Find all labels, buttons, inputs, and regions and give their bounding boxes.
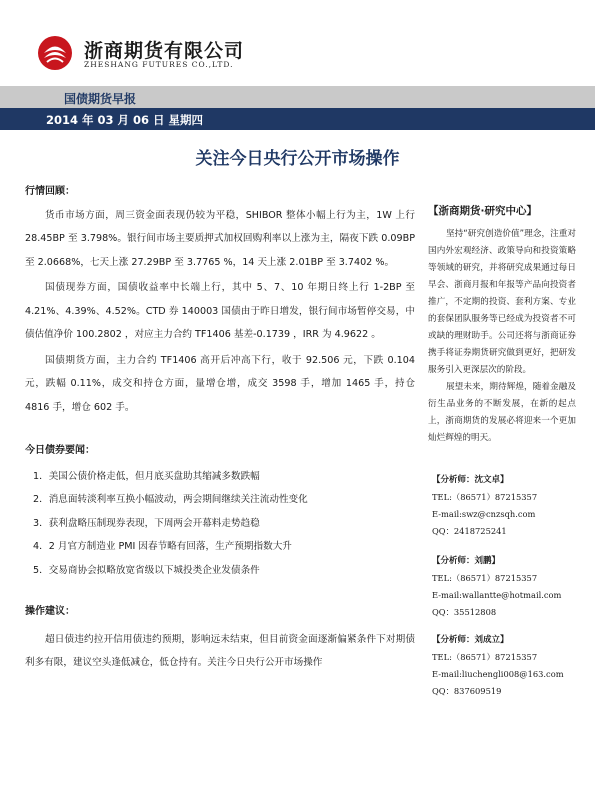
analyst-card bbox=[432, 553, 582, 621]
news-heading: 今日债券要闻： bbox=[25, 445, 95, 456]
news-item: 5．交易商协会拟略放宽省级以下城投类企业发债条件 bbox=[33, 564, 260, 576]
company-logo-icon bbox=[36, 34, 74, 72]
report-type: 国债期货早报 bbox=[64, 92, 137, 106]
analyst-tel: TEL:（86571）87215357 bbox=[432, 652, 538, 662]
research-center-paragraph: 展望未来，期待辉煌，随着金融及衍生品业务的不断发展，在新的起点上，浙商期货的发展必将迎来一个更加灿烂辉煌的明天。 bbox=[428, 382, 576, 443]
news-item: 3．获利盘略压制现券表现，下周两会开幕料走势趋稳 bbox=[33, 517, 260, 529]
analyst-tel: TEL:（86571）87215357 bbox=[432, 573, 538, 583]
report-title: 关注今日央行公开市场操作 bbox=[195, 149, 400, 169]
research-center-box bbox=[428, 203, 576, 447]
advice-heading: 操作建议： bbox=[25, 606, 75, 617]
analyst-name: 【分析师：沈文卓】 bbox=[432, 475, 509, 485]
news-item: 4．2 月官方制造业 PMI 因春节略有回落，生产预期指数大升 bbox=[33, 541, 292, 552]
analyst-email: E-mail:swz@cnzsqh.com bbox=[432, 509, 536, 519]
news-item: 1．美国公债价格走低，但月底买盘助其缩减多数跌幅 bbox=[33, 470, 260, 482]
analyst-name: 【分析师：刘成立】 bbox=[432, 635, 509, 645]
news-item: 2．消息面转淡利率互换小幅波动，两会期间继续关注流动性变化 bbox=[33, 494, 308, 505]
review-paragraph: 国债期货方面，主力合约 TF1406 高开后冲高下行，收于 92.506 元，下跌 0.104 元，跌幅 0.11%，成交和持仓方面，量增仓增，成交 3598 手，增加 1465 手，持仓 4816 手，增仓 602 手。 bbox=[25, 354, 415, 413]
review-heading: 行情回顾： bbox=[25, 186, 75, 197]
company-name-en: ZHESHANG FUTURES CO.,LTD. bbox=[84, 60, 234, 69]
analyst-email: E-mail:wallantte@hotmail.com bbox=[432, 590, 562, 600]
main-content bbox=[25, 180, 415, 677]
company-logo bbox=[36, 34, 456, 78]
company-name-cn: 浙商期货有限公司 bbox=[84, 40, 245, 62]
report-type-band bbox=[0, 86, 595, 108]
analyst-card bbox=[432, 472, 582, 540]
research-center-heading: 【浙商期货·研究中心】 bbox=[428, 205, 537, 217]
analyst-qq: QQ：2418725241 bbox=[432, 526, 507, 536]
analyst-email: E-mail:liuchengli008@163.com bbox=[432, 669, 564, 679]
advice-text: 超日债违约拉开信用债违约预期，影响远未结束，但目前资金面逐渐偏紧条件下对期债利多有限，建议空头逢低减仓，低仓持有。关注今日央行公开市场操作 bbox=[25, 633, 415, 668]
review-paragraph: 货币市场方面，周三资金面表现仍较为平稳，SHIBOR 整体小幅上行为主，1W 上行 28.45BP 至 3.798%。银行间市场主要质押式加权回购利率以上涨为主，隔夜下跌 0.09BP 至 2.0668%，七天上涨 27.29BP 至 3.7765 %，14 天上涨 2.01BP 至 3.7402 %。 bbox=[25, 209, 415, 268]
analyst-tel: TEL:（86571）87215357 bbox=[432, 492, 538, 502]
date-band bbox=[0, 108, 595, 130]
news-list bbox=[25, 465, 415, 583]
analyst-qq: QQ：35512808 bbox=[432, 607, 497, 617]
report-date: 2014 年 03 月 06 日 星期四 bbox=[46, 113, 204, 127]
analyst-qq: QQ：837609519 bbox=[432, 686, 502, 696]
analyst-name: 【分析师：刘鹏】 bbox=[432, 556, 501, 566]
review-paragraph: 国债现券方面，国债收益率中长端上行，其中 5、7、10 年期日终上行 1-2BP 至 4.21%、4.39%、4.52%。CTD 券 140003 国债由于昨日增发，银行间市场暂停交易，中债估值净价 100.2802 ，对应主力合约 TF1406 基差-0.1739 ，IRR 为 4.9622 。 bbox=[25, 282, 415, 340]
research-center-paragraph: 坚持“研究创造价值”理念，注重对国内外宏观经济、政策导向和投资策略等领域的研究，并将研究成果通过每日早会、浙商月报和年报等产品向投资者推广，不定期的投资、套利方案、专业的套保团队服务等已经成为投资者不可或缺的理财助手。公司还将与浙商证券携手将证券期货研究做到更好，把研发服务引入更深层次的阶段。 bbox=[428, 229, 576, 375]
analyst-card bbox=[432, 632, 582, 700]
